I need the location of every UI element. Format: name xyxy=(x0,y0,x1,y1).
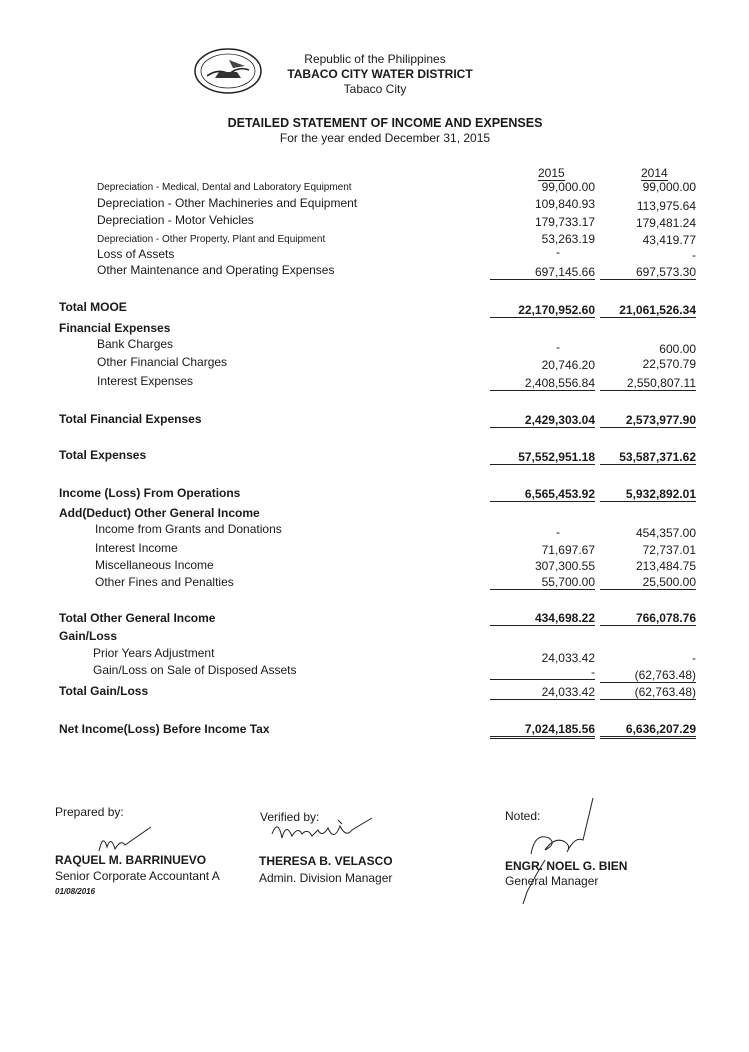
section-heading: Gain/Loss xyxy=(59,629,118,643)
row-label: Depreciation - Other Machineries and Equipment xyxy=(97,196,358,210)
total-label: Total Financial Expenses xyxy=(59,412,202,426)
prepared-date: 01/08/2016 xyxy=(55,887,96,896)
value-2014: - xyxy=(692,651,696,665)
total-label: Total MOOE xyxy=(59,300,127,314)
value-2015: 109,840.93 xyxy=(534,197,595,211)
total-2015: 22,170,952.60 xyxy=(490,303,595,318)
noted-position: General Manager xyxy=(505,874,599,888)
net-income-label: Net Income(Loss) Before Income Tax xyxy=(59,722,270,736)
statement-title: DETAILED STATEMENT OF INCOME AND EXPENSES xyxy=(227,116,543,130)
value-2014: 600.00 xyxy=(659,342,696,356)
value-2014: 99,000.00 xyxy=(642,180,696,194)
row-label: Other Financial Charges xyxy=(97,355,228,369)
total-label: Total Gain/Loss xyxy=(59,684,149,698)
republic-line: Republic of the Philippines xyxy=(304,52,446,66)
total-2014: 21,061,526.34 xyxy=(600,303,696,318)
row-label: Depreciation - Motor Vehicles xyxy=(97,213,254,227)
value-2014: 179,481.24 xyxy=(635,216,696,230)
city-line: Tabaco City xyxy=(343,82,407,96)
value-2014: 72,737.01 xyxy=(642,543,696,557)
value-2015: 20,746.20 xyxy=(541,358,595,372)
prepared-name: RAQUEL M. BARRINUEVO xyxy=(55,853,207,867)
total-2014: 5,932,892.01 xyxy=(600,487,696,502)
value-2014: 113,975.64 xyxy=(636,199,696,213)
noted-name: ENGR. NOEL G. BIEN xyxy=(505,859,628,873)
row-label: Depreciation - Medical, Dental and Laboratory Equipment xyxy=(97,182,352,193)
net-income-2015: 7,024,185.56 xyxy=(490,722,595,739)
total-2014: 2,573,977.90 xyxy=(600,413,696,428)
prepared-caption: Prepared by: xyxy=(55,805,124,819)
total-label: Total Other General Income xyxy=(59,611,216,625)
value-2015: 55,700.00 xyxy=(490,575,595,590)
row-label: Income from Grants and Donations xyxy=(95,522,282,536)
row-label: Interest Income xyxy=(95,541,178,555)
value-2015: 71,697.67 xyxy=(541,543,595,557)
value-2015: 53,263.19 xyxy=(541,232,595,246)
value-2014: 454,357.00 xyxy=(635,526,696,540)
row-label: Depreciation - Other Property, Plant and Equipment xyxy=(97,234,326,245)
value-2015: 99,000.00 xyxy=(541,180,595,194)
value-2014: 22,570.79 xyxy=(642,357,696,371)
row-label: Interest Expenses xyxy=(97,374,194,388)
value-2014: 2,550,807.11 xyxy=(600,376,696,391)
statement-period: For the year ended December 31, 2015 xyxy=(279,131,491,145)
row-label: Miscellaneous Income xyxy=(95,558,214,572)
total-2014: (62,763.48) xyxy=(600,685,696,700)
row-label: Gain/Loss on Sale of Disposed Assets xyxy=(93,663,297,677)
total-2015: 434,698.22 xyxy=(490,611,595,626)
total-2014: 53,587,371.62 xyxy=(600,450,696,465)
district-name: TABACO CITY WATER DISTRICT xyxy=(287,67,473,81)
value-2014: 43,419.77 xyxy=(642,233,696,247)
total-label: Income (Loss) From Operations xyxy=(59,486,241,500)
value-2014: - xyxy=(692,248,696,262)
row-label: Loss of Assets xyxy=(97,247,175,261)
noted-signature xyxy=(505,796,605,906)
verified-position: Admin. Division Manager xyxy=(259,871,393,885)
row-label: Other Maintenance and Operating Expenses xyxy=(97,263,335,277)
row-label: Bank Charges xyxy=(97,337,174,351)
value-2015: - xyxy=(556,245,560,259)
row-label: Prior Years Adjustment xyxy=(93,646,215,660)
value-2015: 697,145.66 xyxy=(490,265,595,280)
value-2015: 2,408,556.84 xyxy=(490,376,595,391)
total-2015: 6,565,453.92 xyxy=(490,487,595,502)
value-2014: 213,484.75 xyxy=(635,559,696,573)
value-2015: - xyxy=(556,340,560,354)
value-2014: (62,763.48) xyxy=(600,668,696,683)
noted-caption: Noted: xyxy=(505,809,541,823)
net-income-2014: 6,636,207.29 xyxy=(600,722,696,739)
verified-name: THERESA B. VELASCO xyxy=(259,854,393,868)
value-2015: - xyxy=(556,525,560,539)
prepared-signature xyxy=(95,825,155,855)
total-2015: 2,429,303.04 xyxy=(490,413,595,428)
value-2015: 24,033.42 xyxy=(541,651,595,665)
total-2015: 57,552,951.18 xyxy=(490,450,595,465)
section-heading: Financial Expenses xyxy=(59,321,171,335)
row-label: Other Fines and Penalties xyxy=(95,575,234,589)
verified-caption: Verified by: xyxy=(260,810,320,824)
total-label: Total Expenses xyxy=(59,448,147,462)
total-2015: 24,033.42 xyxy=(490,685,595,700)
value-2015: 307,300.55 xyxy=(534,559,595,573)
value-2014: 697,573.30 xyxy=(600,265,696,280)
prepared-position: Senior Corporate Accountant A xyxy=(55,869,220,883)
verified-signature xyxy=(268,812,378,852)
value-2015: - xyxy=(490,665,595,680)
section-heading: Add(Deduct) Other General Income xyxy=(59,506,260,520)
value-2014: 25,500.00 xyxy=(600,575,696,590)
col-2015-header: 2015 xyxy=(538,166,565,180)
col-2014-header: 2014 xyxy=(641,166,668,180)
value-2015: 179,733.17 xyxy=(534,215,595,229)
total-2014: 766,078.76 xyxy=(600,611,696,626)
